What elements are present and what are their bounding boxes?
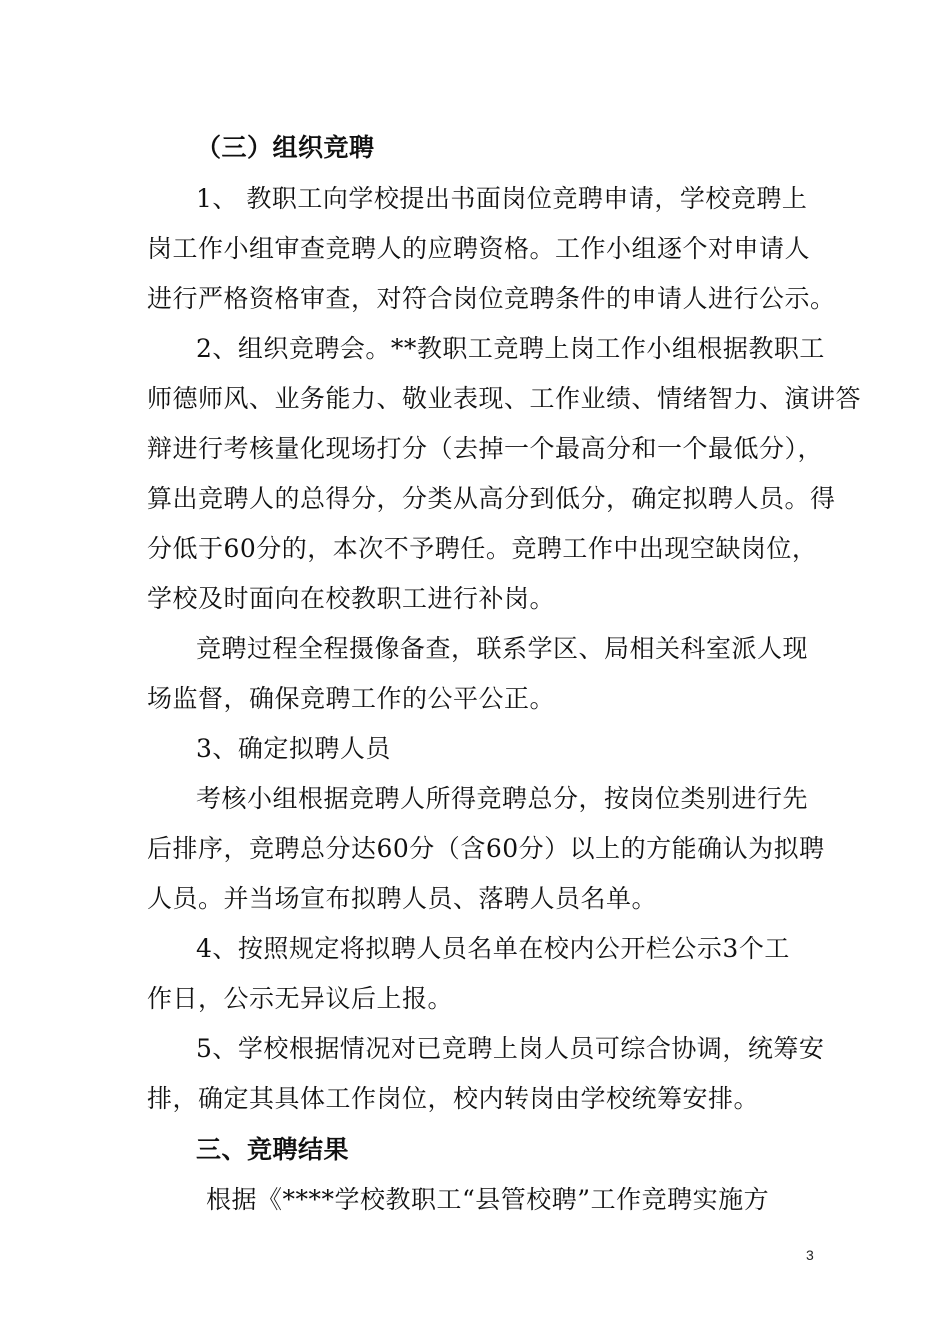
paragraph-line: 1、 教职工向学校提出书面岗位竞聘申请，学校竞聘上 xyxy=(196,184,808,213)
section-heading: （三）组织竞聘 xyxy=(196,133,375,162)
paragraph-line: 师德师风、业务能力、敬业表现、工作业绩、情绪智力、演讲答 xyxy=(147,384,862,413)
paragraph-line: 3、确定拟聘人员 xyxy=(196,734,391,763)
paragraph-line: 辩进行考核量化现场打分（去掉一个最高分和一个最低分）， xyxy=(147,434,824,463)
paragraph-line: 4、按照规定将拟聘人员名单在校内公开栏公示3个工 xyxy=(196,934,790,963)
section-heading: 三、竞聘结果 xyxy=(196,1135,350,1164)
paragraph-line: 考核小组根据竞聘人所得竞聘总分，按岗位类别进行先 xyxy=(196,784,809,813)
paragraph-line: 岗工作小组审查竞聘人的应聘资格。工作小组逐个对申请人 xyxy=(147,234,811,263)
page-number: 3 xyxy=(806,1247,814,1263)
paragraph-line: 场监督，确保竞聘工作的公平公正。 xyxy=(147,684,556,713)
paragraph-line: 后排序，竞聘总分达60分（含60分）以上的方能确认为拟聘 xyxy=(147,834,825,863)
paragraph-line: 学校及时面向在校教职工进行补岗。 xyxy=(147,584,556,613)
paragraph-line: 竞聘过程全程摄像备查，联系学区、局相关科室派人现 xyxy=(196,634,809,663)
paragraph-line: 根据《****学校教职工“县管校聘”工作竞聘实施方 xyxy=(206,1185,770,1214)
paragraph-line: 人员。并当场宣布拟聘人员、落聘人员名单。 xyxy=(147,884,658,913)
paragraph-line: 进行严格资格审查，对符合岗位竞聘条件的申请人进行公示。 xyxy=(147,284,836,313)
paragraph-line: 2、组织竞聘会。**教职工竞聘上岗工作小组根据教职工 xyxy=(196,334,825,363)
paragraph-line: 排，确定其具体工作岗位，校内转岗由学校统筹安排。 xyxy=(147,1084,760,1113)
paragraph-line: 作日，公示无异议后上报。 xyxy=(147,984,454,1013)
paragraph-line: 5、学校根据情况对已竞聘上岗人员可综合协调，统筹安 xyxy=(196,1034,825,1063)
paragraph-line: 分低于60分的，本次不予聘任。竞聘工作中出现空缺岗位， xyxy=(147,534,818,563)
paragraph-line: 算出竞聘人的总得分，分类从高分到低分，确定拟聘人员。得 xyxy=(147,484,836,513)
